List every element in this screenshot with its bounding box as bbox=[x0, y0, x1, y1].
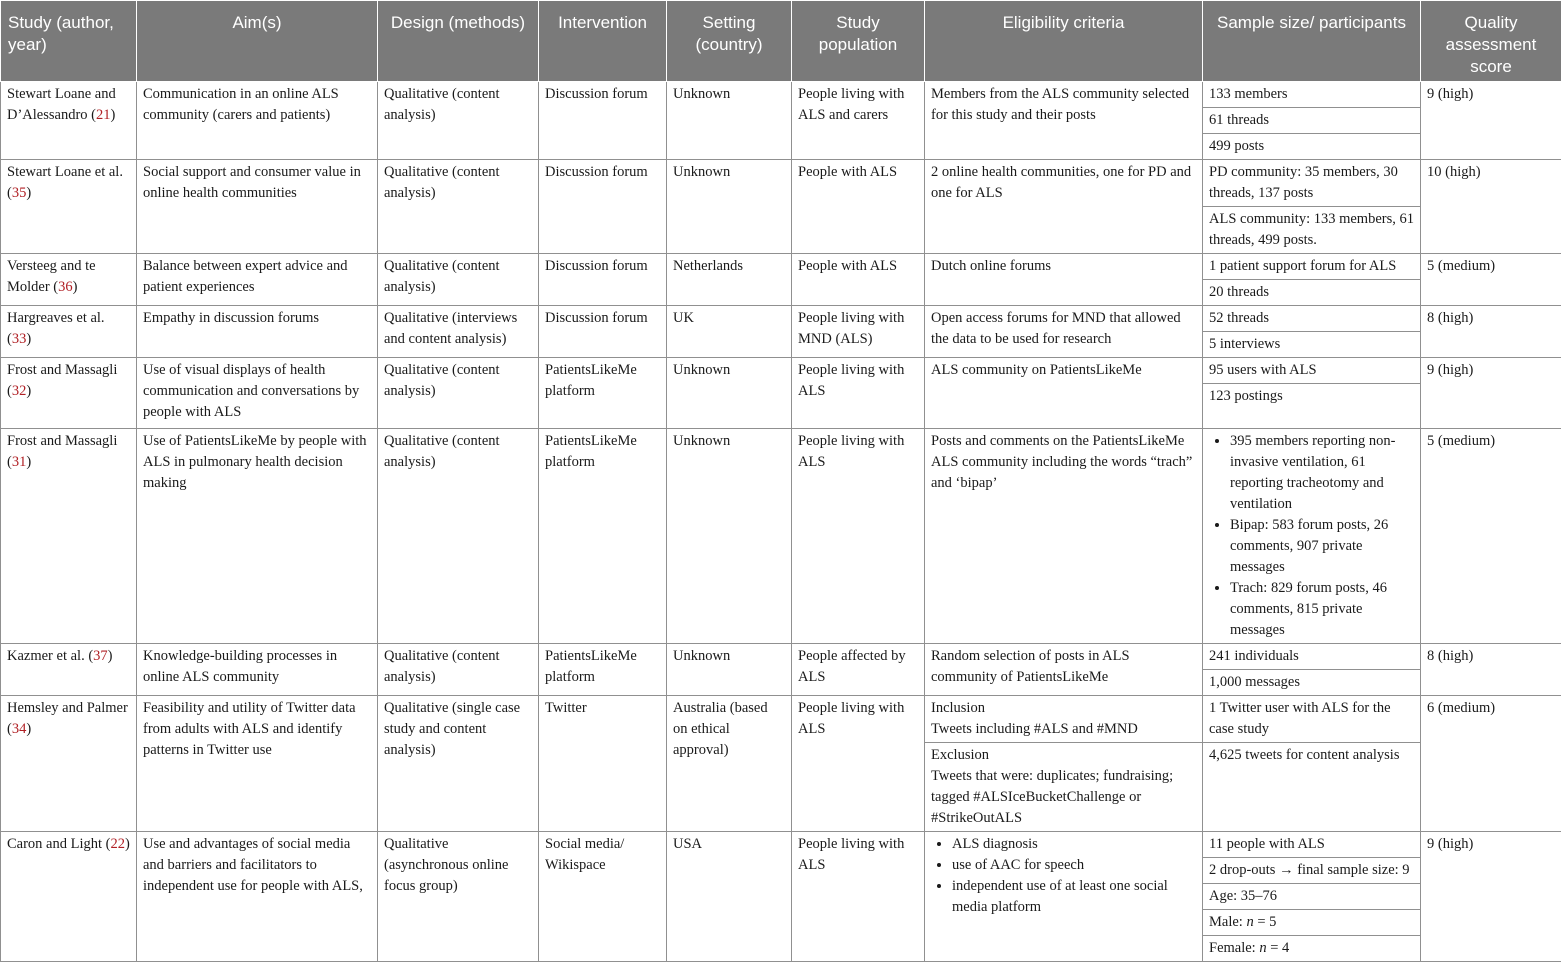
cell-sample: 20 threads bbox=[1203, 280, 1421, 306]
cell-design: Qualitative (content analysis) bbox=[378, 160, 539, 254]
citation-link[interactable]: 33 bbox=[11, 331, 27, 347]
cell-design: Qualitative (interviews and content analysis) bbox=[378, 306, 539, 358]
header-eligibility: Eligibility criteria bbox=[925, 1, 1203, 82]
cell-aims: Social support and consumer value in online health communities bbox=[137, 160, 378, 254]
cell-quality: 5 (medium) bbox=[1421, 429, 1561, 644]
cell-sample: 4,625 tweets for content analysis bbox=[1203, 743, 1421, 832]
header-intervention: Intervention bbox=[539, 1, 667, 82]
citation-link[interactable]: 34 bbox=[11, 721, 27, 737]
cell-aims: Use of visual displays of health communication and conversations by people with ALS bbox=[137, 358, 378, 429]
citation-link[interactable]: 32 bbox=[11, 383, 27, 399]
header-design: Design (methods) bbox=[378, 1, 539, 82]
cell-aims: Balance between expert advice and patient experiences bbox=[137, 254, 378, 306]
cell-population: People with ALS bbox=[792, 160, 925, 254]
citation-link[interactable]: 35 bbox=[11, 185, 27, 201]
cell-sample: 123 postings bbox=[1203, 384, 1421, 429]
cell-quality: 10 (high) bbox=[1421, 160, 1561, 254]
cell-intervention: PatientsLikeMe platform bbox=[539, 429, 667, 644]
cell-sample bbox=[1203, 429, 1421, 644]
cell-eligibility-inclusion bbox=[925, 696, 1203, 743]
citation-link[interactable]: 22 bbox=[110, 836, 125, 852]
cell-study: Hemsley and Palmer (34) bbox=[1, 696, 137, 832]
cell-quality: 5 (medium) bbox=[1421, 254, 1561, 306]
citation-link[interactable]: 21 bbox=[96, 107, 111, 123]
table-row bbox=[1, 696, 1561, 743]
list-item: • Trach: 829 forum posts, 46 comments, 815 private messages bbox=[1230, 578, 1414, 641]
cell-setting: USA bbox=[667, 832, 792, 962]
cell-population: People living with ALS bbox=[792, 358, 925, 429]
cell-design: Qualitative (content analysis) bbox=[378, 358, 539, 429]
cell-study: Frost and Massagli (32) bbox=[1, 358, 137, 429]
cell-setting: Australia (based on ethical approval) bbox=[667, 696, 792, 832]
eligibility-bullet-list bbox=[931, 834, 1196, 918]
cell-sample: 11 people with ALS bbox=[1203, 832, 1421, 858]
cell-sample: 499 posts bbox=[1203, 134, 1421, 160]
exclusion-label: Exclusion bbox=[931, 747, 989, 763]
cell-design: Qualitative (content analysis) bbox=[378, 429, 539, 644]
cell-eligibility bbox=[925, 832, 1203, 962]
header-sample: Sample size/ participants bbox=[1203, 1, 1421, 82]
cell-setting: Unknown bbox=[667, 429, 792, 644]
cell-quality: 9 (high) bbox=[1421, 832, 1561, 962]
cell-sample: 52 threads bbox=[1203, 306, 1421, 332]
cell-aims: Empathy in discussion forums bbox=[137, 306, 378, 358]
cell-sample: 241 individuals bbox=[1203, 644, 1421, 670]
cell-aims: Communication in an online ALS community (carers and patients) bbox=[137, 82, 378, 160]
citation-link[interactable]: 37 bbox=[93, 648, 108, 664]
cell-eligibility: Open access forums for MND that allowed the data to be used for research bbox=[925, 306, 1203, 358]
header-study: Study (author, year) bbox=[1, 1, 137, 82]
inclusion-text: Tweets including #ALS and #MND bbox=[931, 721, 1138, 737]
cell-setting: Unknown bbox=[667, 644, 792, 696]
cell-quality: 9 (high) bbox=[1421, 82, 1561, 160]
cell-sample: 61 threads bbox=[1203, 108, 1421, 134]
cell-intervention: PatientsLikeMe platform bbox=[539, 358, 667, 429]
cell-sample: 1 patient support forum for ALS bbox=[1203, 254, 1421, 280]
cell-aims: Use of PatientsLikeMe by people with ALS in pulmonary health decision making bbox=[137, 429, 378, 644]
cell-study: Frost and Massagli (31) bbox=[1, 429, 137, 644]
cell-sample: Age: 35–76 bbox=[1203, 884, 1421, 910]
list-item: • independent use of at least one social media platform bbox=[952, 876, 1196, 918]
cell-sample: ALS community: 133 members, 61 threads, 499 posts. bbox=[1203, 207, 1421, 254]
cell-population: People affected by ALS bbox=[792, 644, 925, 696]
cell-eligibility: Random selection of posts in ALS community of PatientsLikeMe bbox=[925, 644, 1203, 696]
cell-population: People with ALS bbox=[792, 254, 925, 306]
cell-sample: 95 users with ALS bbox=[1203, 358, 1421, 384]
citation-link[interactable]: 36 bbox=[58, 279, 73, 295]
cell-intervention: Twitter bbox=[539, 696, 667, 832]
cell-population: People living with ALS bbox=[792, 696, 925, 832]
cell-quality: 8 (high) bbox=[1421, 306, 1561, 358]
table-row bbox=[1, 306, 1561, 332]
cell-intervention: Discussion forum bbox=[539, 254, 667, 306]
cell-eligibility: Dutch online forums bbox=[925, 254, 1203, 306]
cell-design: Qualitative (asynchronous online focus group) bbox=[378, 832, 539, 962]
table-row bbox=[1, 644, 1561, 670]
cell-aims: Use and advantages of social media and barriers and facilitators to independent use for people with ALS, bbox=[137, 832, 378, 962]
cell-quality: 9 (high) bbox=[1421, 358, 1561, 429]
cell-eligibility: Posts and comments on the PatientsLikeMe ALS community including the words “trach” and ‘bipap’ bbox=[925, 429, 1203, 644]
header-aims: Aim(s) bbox=[137, 1, 378, 82]
cell-sample: 1 Twitter user with ALS for the case study bbox=[1203, 696, 1421, 743]
cell-eligibility: Members from the ALS community selected for this study and their posts bbox=[925, 82, 1203, 160]
cell-setting: Netherlands bbox=[667, 254, 792, 306]
cell-design: Qualitative (content analysis) bbox=[378, 254, 539, 306]
cell-study: Kazmer et al. (37) bbox=[1, 644, 137, 696]
cell-design: Qualitative (single case study and content analysis) bbox=[378, 696, 539, 832]
cell-population: People living with ALS bbox=[792, 832, 925, 962]
cell-sample: 2 drop-outs → final sample size: 9 bbox=[1203, 858, 1421, 884]
exclusion-text: Tweets that were: duplicates; fundraising; tagged #ALSIceBucketChallenge or #StrikeOutALS bbox=[931, 768, 1174, 826]
cell-aims: Knowledge-building processes in online ALS community bbox=[137, 644, 378, 696]
cell-intervention: Discussion forum bbox=[539, 160, 667, 254]
cell-sample: Female: n = 4 bbox=[1203, 936, 1421, 962]
list-item: • ALS diagnosis bbox=[952, 834, 1196, 855]
cell-setting: Unknown bbox=[667, 82, 792, 160]
table-row bbox=[1, 832, 1561, 858]
table-row bbox=[1, 429, 1561, 644]
cell-population: People living with MND (ALS) bbox=[792, 306, 925, 358]
header-setting: Setting (country) bbox=[667, 1, 792, 82]
cell-sample: 5 interviews bbox=[1203, 332, 1421, 358]
cell-sample: PD community: 35 members, 30 threads, 137 posts bbox=[1203, 160, 1421, 207]
cell-design: Qualitative (content analysis) bbox=[378, 644, 539, 696]
cell-eligibility: 2 online health communities, one for PD and one for ALS bbox=[925, 160, 1203, 254]
header-quality: Quality assessment score bbox=[1421, 1, 1561, 82]
cell-quality: 8 (high) bbox=[1421, 644, 1561, 696]
cell-intervention: Discussion forum bbox=[539, 82, 667, 160]
cell-sample: 1,000 messages bbox=[1203, 670, 1421, 696]
cell-quality: 6 (medium) bbox=[1421, 696, 1561, 832]
table-row bbox=[1, 358, 1561, 384]
cell-setting: UK bbox=[667, 306, 792, 358]
inclusion-label: Inclusion bbox=[931, 700, 985, 716]
cell-study: Versteeg and te Molder (36) bbox=[1, 254, 137, 306]
citation-link[interactable]: 31 bbox=[11, 454, 27, 470]
header-row bbox=[1, 1, 1561, 82]
cell-study: Stewart Loane and D’Alessandro (21) bbox=[1, 82, 137, 160]
cell-study: Hargreaves et al. (33) bbox=[1, 306, 137, 358]
cell-sample: 133 members bbox=[1203, 82, 1421, 108]
cell-setting: Unknown bbox=[667, 358, 792, 429]
cell-eligibility-exclusion bbox=[925, 743, 1203, 832]
cell-aims: Feasibility and utility of Twitter data from adults with ALS and identify patterns in Twitter use bbox=[137, 696, 378, 832]
table-row bbox=[1, 160, 1561, 207]
cell-population: People living with ALS bbox=[792, 429, 925, 644]
list-item: • Bipap: 583 forum posts, 26 comments, 907 private messages bbox=[1230, 515, 1414, 578]
cell-study: Caron and Light (22) bbox=[1, 832, 137, 962]
cell-design: Qualitative (content analysis) bbox=[378, 82, 539, 160]
table-row bbox=[1, 82, 1561, 108]
header-population: Study population bbox=[792, 1, 925, 82]
cell-intervention: Social media/ Wikispace bbox=[539, 832, 667, 962]
cell-setting: Unknown bbox=[667, 160, 792, 254]
cell-study: Stewart Loane et al. (35) bbox=[1, 160, 137, 254]
list-item: • 395 members reporting non-invasive ventilation, 61 reporting tracheotomy and ventilation bbox=[1230, 431, 1414, 515]
cell-intervention: Discussion forum bbox=[539, 306, 667, 358]
cell-sample: Male: n = 5 bbox=[1203, 910, 1421, 936]
cell-population: People living with ALS and carers bbox=[792, 82, 925, 160]
list-item: • use of AAC for speech bbox=[952, 855, 1196, 876]
sample-bullet-list bbox=[1209, 431, 1414, 641]
cell-eligibility: ALS community on PatientsLikeMe bbox=[925, 358, 1203, 429]
cell-intervention: PatientsLikeMe platform bbox=[539, 644, 667, 696]
table-row bbox=[1, 254, 1561, 280]
